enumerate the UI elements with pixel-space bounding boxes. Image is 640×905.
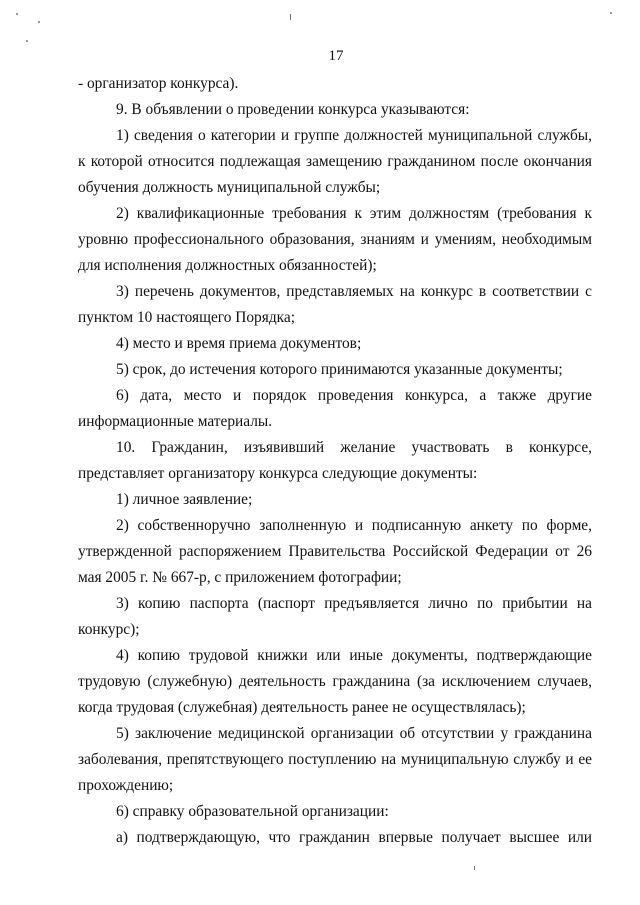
paragraph-10-heading: 10. Гражданин, изъявивший желание участвовать в конкурсе, представляет организатору конкурса следующие документы: [78, 439, 592, 482]
paragraph-10-item-2: 2) собственноручно заполненную и подписанную анкету по форме, утвержденной распоряжением Правительства Российской Федерации от 26 мая 2005 г. № 667-р, с приложением фотографии; [78, 517, 592, 586]
paragraph-10-item-1: 1) личное заявление; [116, 491, 253, 508]
paragraph-9-item-1: 1) сведения о категории и группе должностей муниципальной службы, к которой относится подлежащая замещению гражданином после окончания обучения должность муниципальной службы; [78, 127, 592, 196]
paragraph-10-item-6: 6) справку образовательной организации: [116, 803, 389, 820]
paragraph-9-item-4: 4) место и время приема документов; [116, 335, 362, 352]
paragraph-9-item-3: 3) перечень документов, представляемых на конкурс в соответствии с пунктом 10 настоящего Порядка; [78, 283, 592, 326]
paragraph-9-heading: 9. В объявлении о проведении конкурса указываются: [116, 101, 470, 118]
paragraph-10-item-5: 5) заключение медицинской организации об отсутствии у гражданина заболевания, препятствующего поступлению на муниципальную службу и ее прохождению; [78, 725, 592, 794]
paragraph-10-item-6a: а) подтверждающую, что гражданин впервые получает высшее или [116, 829, 592, 846]
paragraph-9-item-6: 6) дата, место и порядок проведения конкурса, а также другие информационные материалы. [78, 387, 592, 430]
paragraph-10-item-3: 3) копию паспорта (паспорт предъявляется лично по прибытии на конкурс); [78, 595, 592, 638]
paragraph-organizer-end: - организатор конкурса). [78, 75, 239, 92]
paragraph-9-item-5: 5) срок, до истечения которого принимаются указанные документы; [116, 361, 563, 378]
document-body [78, 71, 592, 851]
paragraph-10-item-4: 4) копию трудовой книжки или иные документы, подтверждающие трудовую (служебную) деятельность гражданина (за исключением случаев, когда трудовая (служебная) деятельность ранее не осуществлялась); [78, 647, 592, 716]
paragraph-9-item-2: 2) квалификационные требования к этим должностям (требования к уровню профессионального образования, знаниям и умениям, необходимым для исполнения должностных обязанностей); [78, 205, 592, 274]
page-number: 17 [328, 48, 344, 64]
